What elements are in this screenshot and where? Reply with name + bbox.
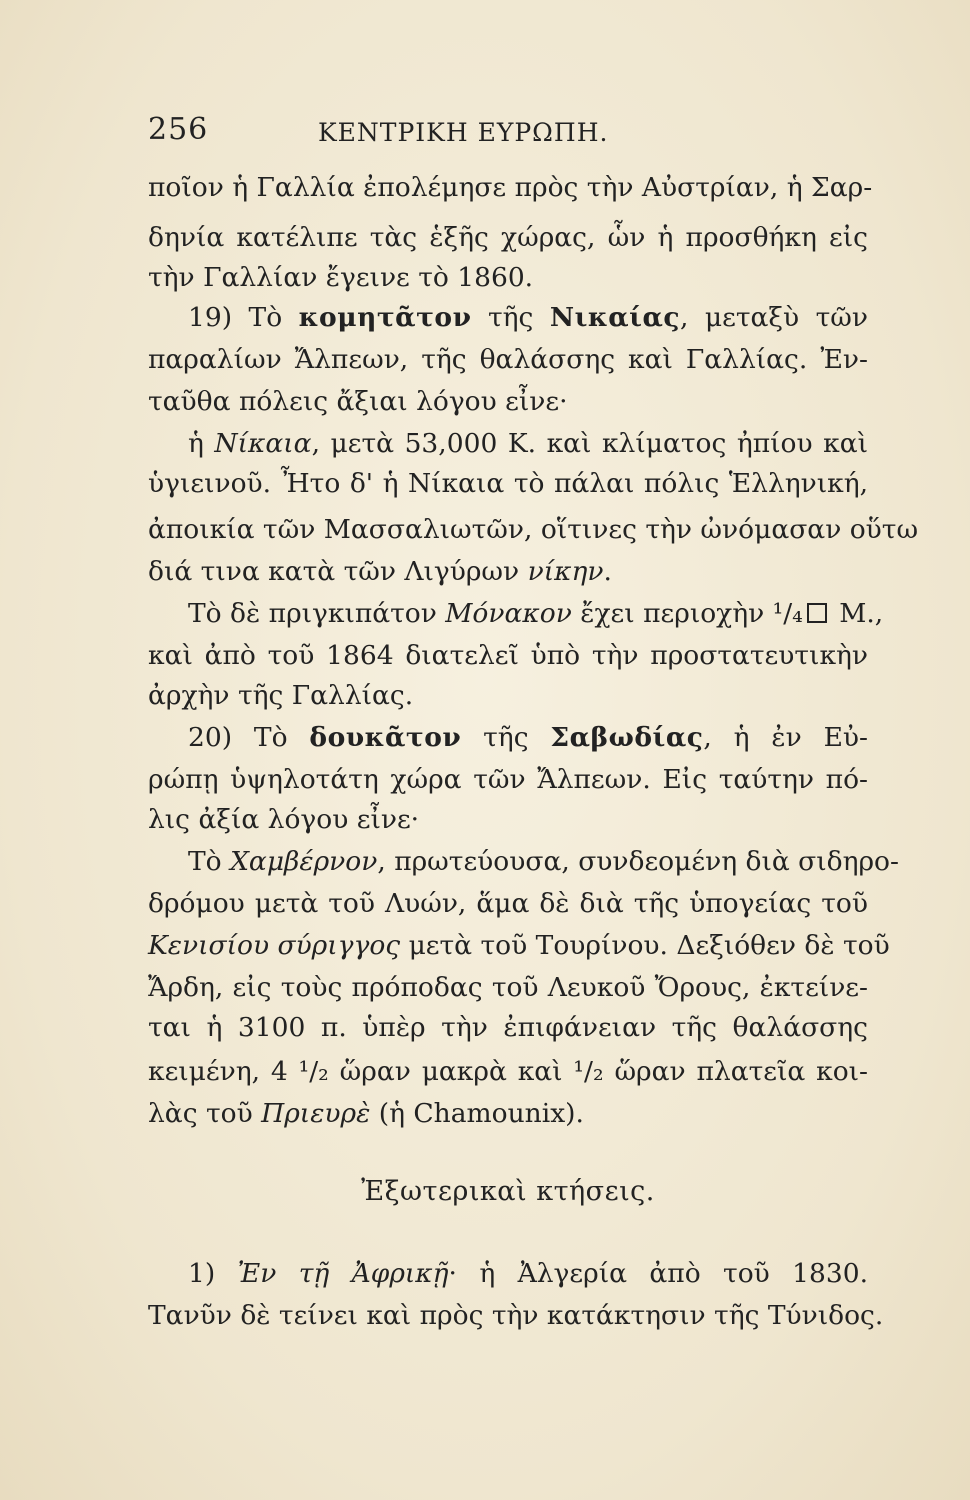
italic-term-cenis-tunnel: Κενισίου σύριγγος: [148, 930, 401, 961]
text-line-7: [148, 424, 868, 464]
text-line-22: κειμένη, 4 ¹/₂ ὥραν μακρὰ καὶ ¹/₂ ὥραν πλατεῖα κοι-: [148, 1056, 868, 1087]
text-span: Τὸ: [188, 846, 231, 877]
italic-term-nike: νίκην: [527, 556, 604, 587]
text-span: , πρωτεύουσα, συνδεομένη διὰ σιδηρο-: [377, 846, 899, 877]
text-line-18: δρόμου μετὰ τοῦ Λυών, ἅμα δὲ διὰ τῆς ὑπογείας τοῦ: [148, 888, 868, 919]
text-span: ἡ: [188, 428, 215, 459]
text-span: , μεταξὺ τῶν: [680, 302, 868, 333]
text-line-21: ται ἡ 3100 π. ὑπὲρ τὴν ἐπιφάνειαν τῆς θαλάσσης: [148, 1012, 868, 1043]
text-span: τῆς: [461, 722, 551, 753]
text-line-23: [148, 1094, 868, 1134]
text-span: Μ.,: [830, 598, 884, 629]
text-line-2: δηνία κατέλιπε τὰς ἑξῆς χώρας, ὧν ἡ προσθήκη εἰς: [148, 222, 868, 253]
text-span: 1): [188, 1258, 238, 1289]
text-line-9: ἀποικία τῶν Μασσαλιωτῶν, οἵτινες τὴν ὠνόμασαν οὕτω: [148, 514, 919, 545]
text-line-19: [148, 926, 890, 966]
text-span: .: [603, 556, 612, 587]
italic-term-nikaia: Νίκαια: [214, 428, 312, 459]
text-line-20: Ἄρδη, εἰς τοὺς πρόποδας τοῦ Λευκοῦ Ὄρους, ἐκτείνε-: [148, 972, 868, 1003]
text-line-3: τὴν Γαλλίαν ἔγεινε τὸ 1860.: [148, 262, 534, 293]
section-heading: Ἐξωτερικαὶ κτήσεις.: [361, 1176, 655, 1207]
text-line-15: ρώπῃ ὑψηλοτάτη χώρα τῶν Ἄλπεων. Εἰς ταύτην πό-: [148, 764, 868, 795]
text-line-24: [148, 1254, 868, 1294]
bold-term-county-nice: κομητᾶτον: [298, 302, 472, 333]
text-line-13: ἀρχὴν τῆς Γαλλίας.: [148, 680, 414, 711]
text-line-25: Τανῦν δὲ τείνει καὶ πρὸς τὴν κατάκτησιν τῆς Τύνιδος.: [148, 1300, 884, 1331]
text-span: , ἡ ἐν Εὐ-: [703, 722, 868, 753]
text-span: λὰς τοῦ: [148, 1098, 262, 1129]
bold-term-nice: Νικαίας: [549, 302, 680, 333]
text-span: Τὸ δὲ πριγκιπάτον: [188, 598, 446, 629]
square-mile-symbol-icon: [807, 603, 827, 623]
italic-term-monaco: Μόνακον: [445, 598, 572, 629]
text-span: ἔχει περιοχὴν ¹/₄: [571, 598, 803, 629]
page-number: 256: [148, 112, 209, 147]
text-line-12: καὶ ἀπὸ τοῦ 1864 διατελεῖ ὑπὸ τὴν προστατευτικὴν: [148, 640, 868, 671]
bold-term-savoy: Σαβωδίας: [550, 722, 704, 753]
text-span: · ἡ Ἀλγερία ἀπὸ τοῦ 1830.: [448, 1258, 869, 1289]
page-header: [148, 112, 868, 152]
italic-term-chambery: Χαμβέρνον: [230, 846, 378, 877]
text-span: 19) Τὸ: [188, 302, 299, 333]
bold-term-duchy: δουκᾶτον: [309, 722, 462, 753]
text-line-16: λις ἀξία λόγου εἶνε·: [148, 804, 420, 835]
text-span: τῆς: [471, 302, 550, 333]
text-line-6: ταῦθα πόλεις ἄξιαι λόγου εἶνε·: [148, 386, 568, 417]
running-title: ΚΕΝΤΡΙΚΗ ΕΥΡΩΠΗ.: [318, 118, 609, 147]
text-span: (ἡ Chamounix).: [370, 1098, 584, 1129]
text-line-4: [148, 298, 868, 338]
text-line-1: ποῖον ἡ Γαλλία ἐπολέμησε πρὸς τὴν Αὐστρίαν, ἡ Σαρ-: [148, 172, 873, 203]
text-span: 20) Τὸ: [188, 722, 310, 753]
italic-term-prieure: Πριευρὲ: [261, 1098, 371, 1129]
text-line-14: [148, 718, 868, 758]
text-line-8: ὑγιεινοῦ. Ἦτο δ' ἡ Νίκαια τὸ πάλαι πόλις Ἑλληνική,: [148, 468, 868, 499]
text-line-11: [148, 594, 884, 634]
text-line-17: [148, 842, 899, 882]
text-span: , μετὰ 53,000 Κ. καὶ κλίματος ἠπίου καὶ: [311, 428, 868, 459]
text-line-10: [148, 552, 868, 592]
text-span: μετὰ τοῦ Τουρίνου. Δεξιόθεν δὲ τοῦ: [400, 930, 890, 961]
italic-term-in-africa: Ἐν τῇ Ἀφρικῇ: [237, 1258, 449, 1289]
text-line-5: παραλίων Ἄλπεων, τῆς θαλάσσης καὶ Γαλλίας. Ἐν-: [148, 344, 868, 375]
text-span: διά τινα κατὰ τῶν Λιγύρων: [148, 556, 528, 587]
